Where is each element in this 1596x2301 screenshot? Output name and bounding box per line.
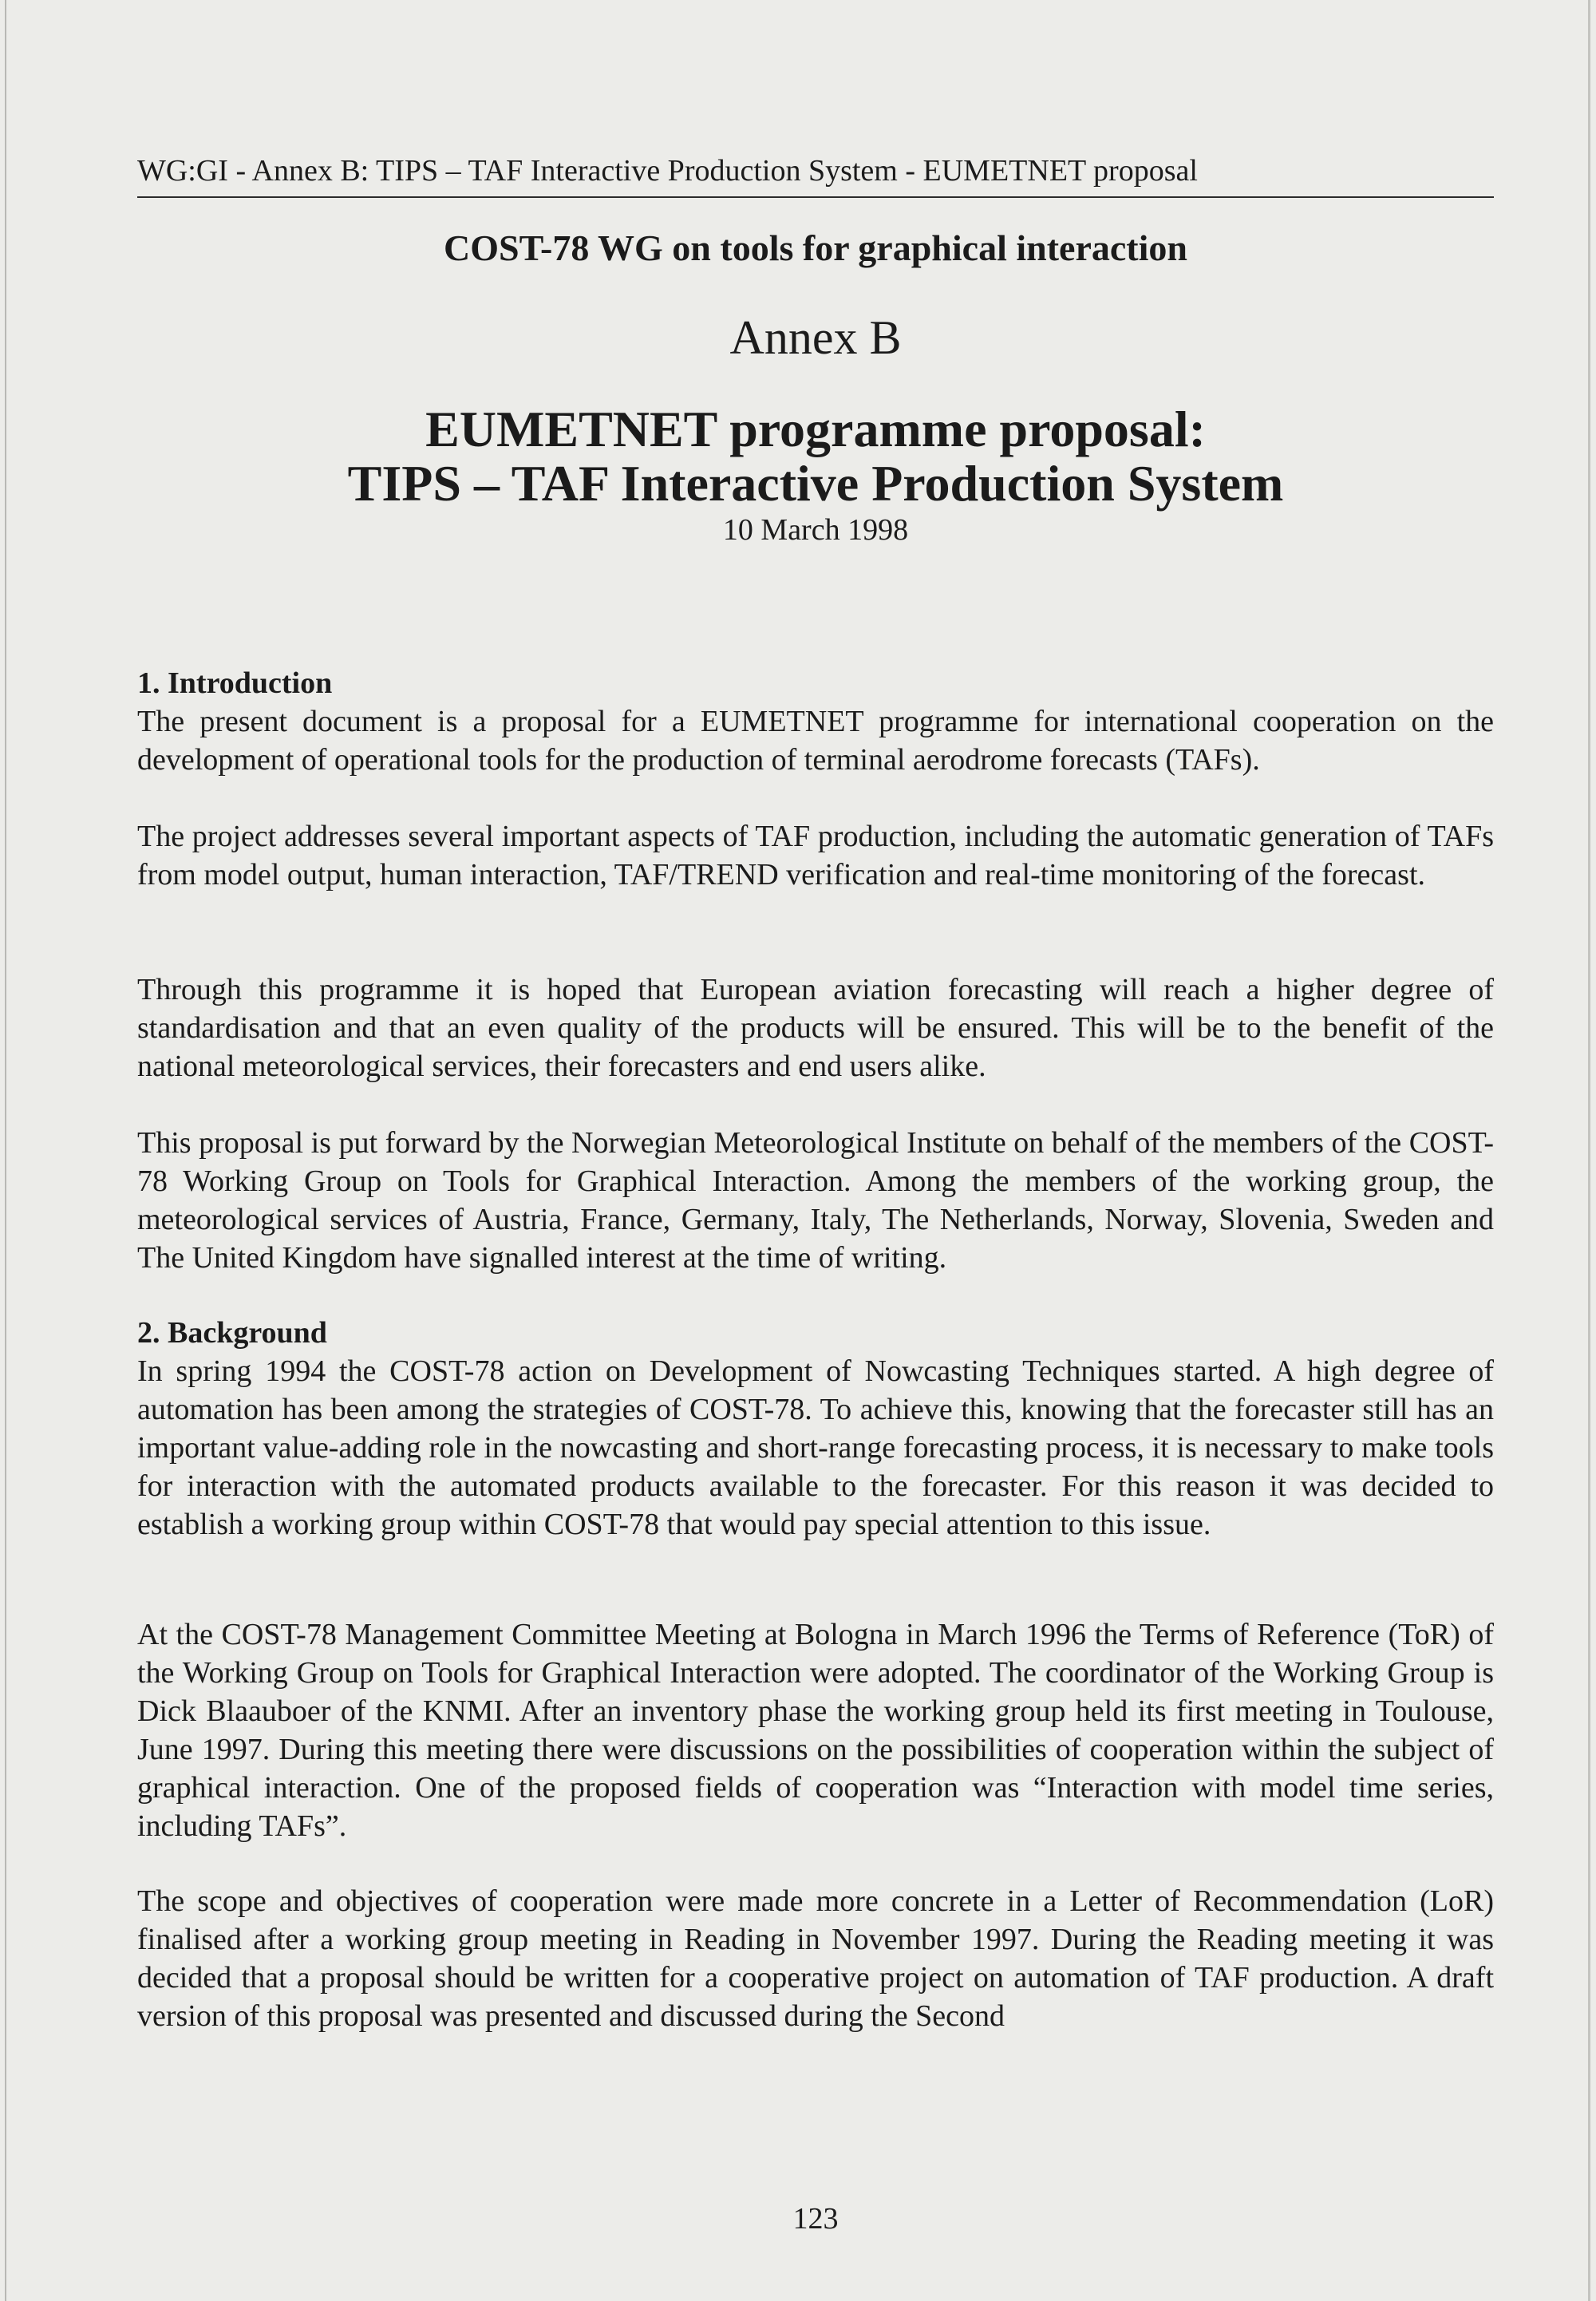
annex-label: Annex B [729, 311, 902, 364]
background-paragraph-1: In spring 1994 the COST-78 action on Development of Nowcasting Techniques started. A high degree of automation has been among the strategies of COST-78. To achieve this, knowing that the forecaster still has an important value-adding role in the nowcasting and short-range forecasting process, it is necessary to make tools for interaction with the automated products available to the forecaster. For this reason it was decided to establish a working group within COST-78 that would pay special attention to this issue. [137, 1354, 1494, 1541]
running-header: WG:GI - Annex B: TIPS – TAF Interactive Production System - EUMETNET proposal [137, 154, 1198, 188]
document-date: 10 March 1998 [722, 513, 909, 547]
programme-title-line1: EUMETNET programme proposal: [425, 401, 1206, 457]
section-heading-introduction: 1. Introduction [137, 666, 333, 700]
background-paragraph-3: The scope and objectives of cooperation were made more concrete in a Letter of Recommendation (LoR) finalised after a working group meeting in Reading in November 1997. During the Reading meeting it was decided that a proposal should be written for a cooperative project on automation of TAF production. A draft version of this proposal was presented and discussed during the Second [137, 1884, 1494, 2033]
intro-paragraph-3: Through this programme it is hoped that European aviation forecasting will reach a higher degree of standardisation and that an even quality of the products will be ensured. This will be to the benefit of the national meteorological services, their forecasters and end users alike. [137, 973, 1494, 1083]
scan-edge-left [5, 0, 6, 2301]
section-heading-background: 2. Background [137, 1316, 327, 1350]
header-rule [137, 196, 1494, 198]
page-number: 123 [792, 2202, 839, 2236]
intro-paragraph-2: The project addresses several important aspects of TAF production, including the automatic generation of TAFs from model output, human interaction, TAF/TREND verification and real-time monitoring of the forecast. [137, 820, 1494, 892]
background-paragraph-2: At the COST-78 Management Committee Meeting at Bologna in March 1996 the Terms of Reference (ToR) of the Working Group on Tools for Graphical Interaction were adopted. The coordinator of the Working Group is Dick Blaauboer of the KNMI. After an inventory phase the working group held its first meeting in Toulouse, June 1997. During this meeting there were discussions on the possibilities of cooperation within the subject of graphical interaction. One of the proposed fields of cooperation was “Interaction with model time series, including TAFs”. [137, 1618, 1494, 1843]
working-group-title: COST-78 WG on tools for graphical interaction [444, 227, 1187, 268]
intro-paragraph-4: This proposal is put forward by the Norwegian Meteorological Institute on behalf of the members of the COST-78 Working Group on Tools for Graphical Interaction. Among the members of the working group, the meteorological services of Austria, France, Germany, Italy, The Netherlands, Norway, Slovenia, Sweden and The United Kingdom have signalled interest at the time of writing. [137, 1126, 1494, 1275]
programme-title-line2: TIPS – TAF Interactive Production System [347, 455, 1284, 512]
intro-paragraph-1: The present document is a proposal for a EUMETNET programme for international cooperation on the development of operational tools for the production of terminal aerodrome forecasts (TAFs). [137, 705, 1494, 777]
scan-edge-right [1588, 0, 1590, 2301]
